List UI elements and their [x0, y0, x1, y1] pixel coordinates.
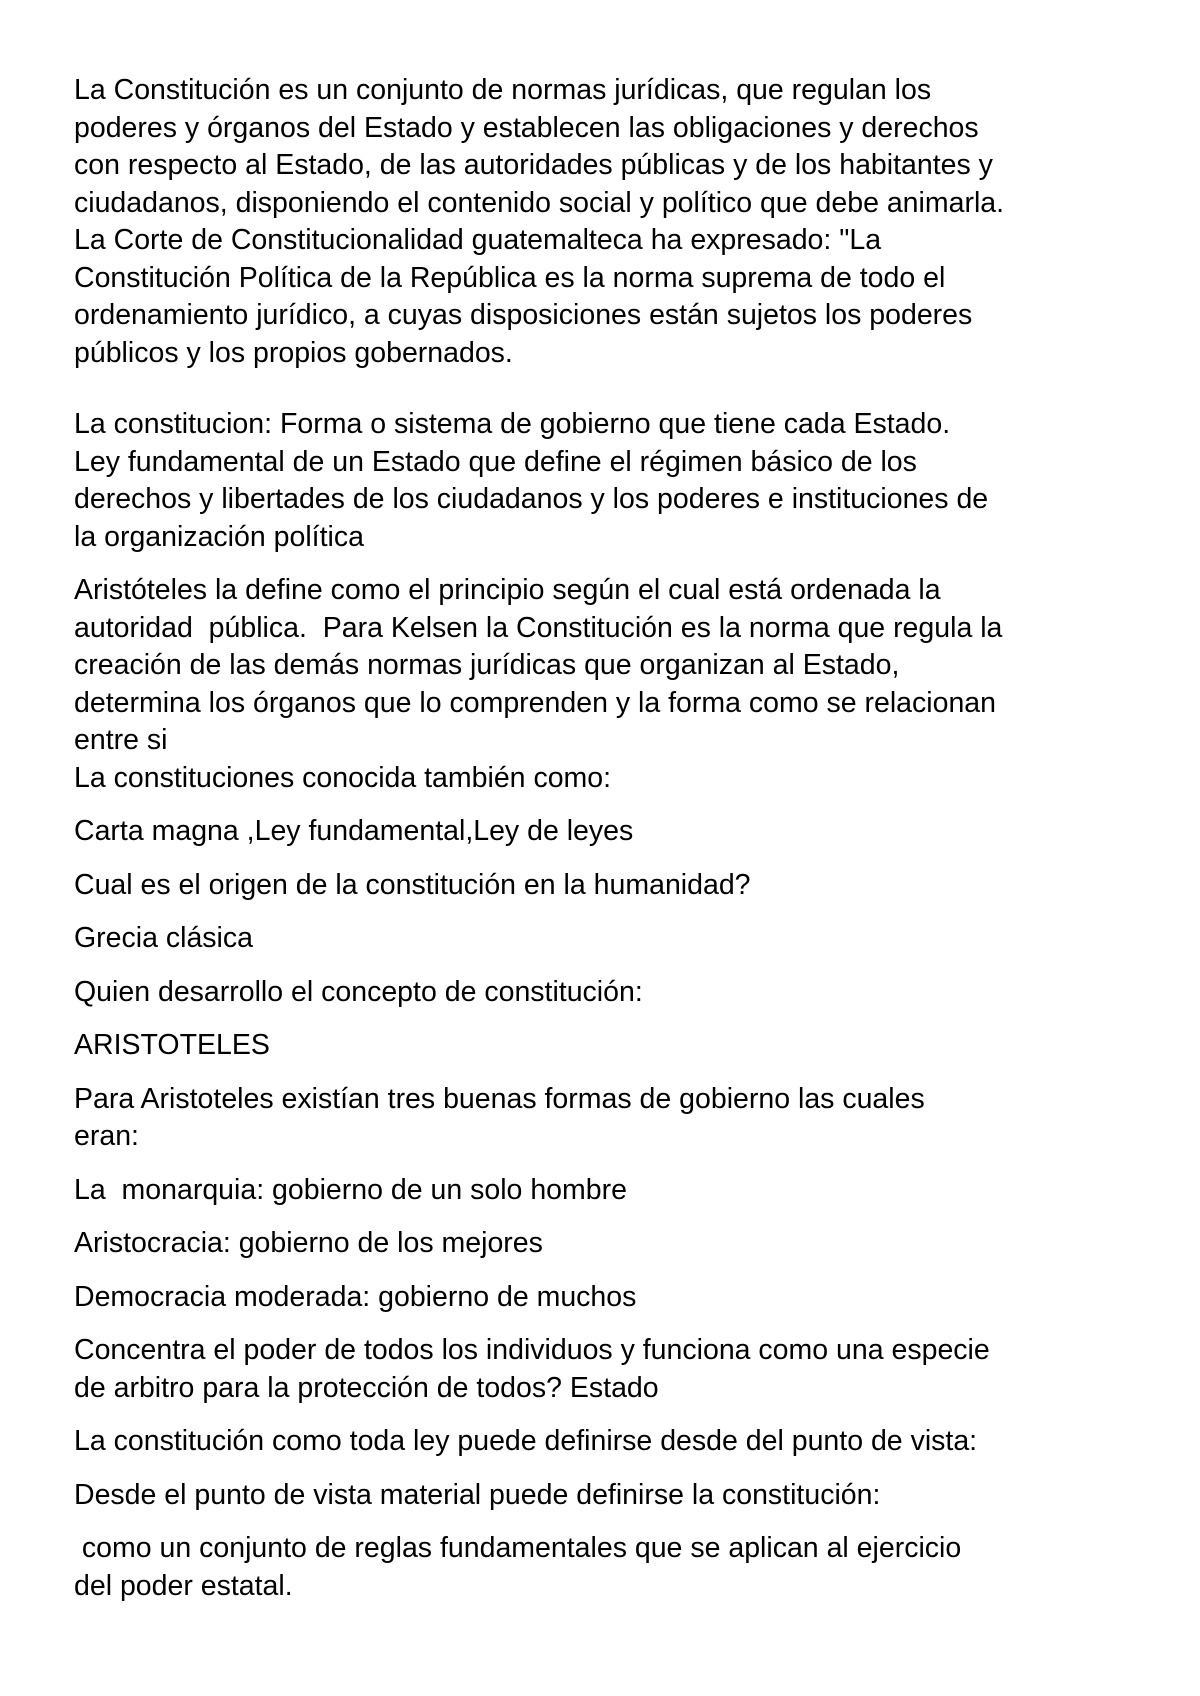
document-page [74, 72, 1154, 1605]
text-line: creación de las demás normas jurídicas que organizan al Estado, [74, 649, 900, 681]
text-line: ordenamiento jurídico, a cuyas disposiciones están sujetos los poderes [74, 299, 973, 331]
paragraph-material: Desde el punto de vista material puede definirse la constitución: [74, 1478, 881, 1511]
text-line: Ley fundamental de un Estado que define el régimen básico de los [74, 445, 917, 478]
text-line: La Corte de Constitucionalidad guatemalteca ha expresado: "La [74, 224, 882, 256]
paragraph-punto-de-vista: La constitución como toda ley puede definirse desde del punto de vista: [74, 1425, 978, 1457]
paragraph-grecia: Grecia clásica [74, 922, 253, 954]
paragraph-formas-gobierno [74, 1081, 1154, 1156]
paragraph-monarquia: La monarquia: gobierno de un solo hombre [74, 1173, 627, 1206]
text-line: entre si [74, 724, 168, 756]
text-line: con respecto al Estado, de las autoridades públicas y de los habitantes y [74, 149, 993, 181]
paragraph-democracia: Democracia moderada: gobierno de muchos [74, 1280, 637, 1313]
text-line: La Constitución es un conjunto de normas jurídicas, que regulan los [74, 74, 932, 106]
text-line: determina los órganos que lo comprenden y la forma como se relacionan [74, 686, 997, 719]
paragraph-estado [74, 1332, 1154, 1407]
paragraph-reglas-fundamentales [74, 1530, 1154, 1605]
text-line: Constitución Política de la República es la norma suprema de todo el [74, 261, 946, 294]
text-line: eran: [74, 1120, 139, 1152]
paragraph-definition [74, 72, 1154, 372]
text-line: autoridad pública. Para Kelsen la Constitución es la norma que regula la [74, 611, 1003, 644]
text-line: la organización política [74, 520, 364, 553]
text-line: Concentra el poder de todos los individuos y funciona como una especie [74, 1334, 990, 1366]
text-line: de arbitro para la protección de todos? Estado [74, 1371, 659, 1404]
text-line: La constituciones conocida también como: [74, 761, 612, 794]
text-line: La constitucion: Forma o sistema de gobierno que tiene cada Estado. [74, 408, 951, 440]
text-line: ciudadanos, disponiendo el contenido social y político que debe animarla. [74, 186, 1005, 219]
text-line: del poder estatal. [74, 1569, 293, 1602]
text-line: Para Aristoteles existían tres buenas formas de gobierno las cuales [74, 1082, 925, 1115]
paragraph-forma-gobierno [74, 406, 1154, 556]
paragraph-question-concepto: Quien desarrollo el concepto de constitución: [74, 975, 643, 1008]
paragraph-question-origen: Cual es el origen de la constitución en la humanidad? [74, 868, 751, 901]
text-line: derechos y libertades de los ciudadanos y los poderes e instituciones de [74, 483, 989, 515]
paragraph-aristoteles: ARISTOTELES [74, 1029, 270, 1061]
text-line: Aristóteles la define como el principio según el cual está ordenada la [74, 574, 941, 606]
text-line: como un conjunto de reglas fundamentales que se aplican al ejercicio [74, 1532, 962, 1564]
paragraph-carta-magna: Carta magna ,Ley fundamental,Ley de leyes [74, 815, 634, 847]
paragraph-aristocracia: Aristocracia: gobierno de los mejores [74, 1227, 543, 1259]
paragraph-aristoteles-kelsen [74, 572, 1154, 797]
text-line: poderes y órganos del Estado y establecen las obligaciones y derechos [74, 111, 979, 144]
text-line: públicos y los propios gobernados. [74, 336, 513, 369]
